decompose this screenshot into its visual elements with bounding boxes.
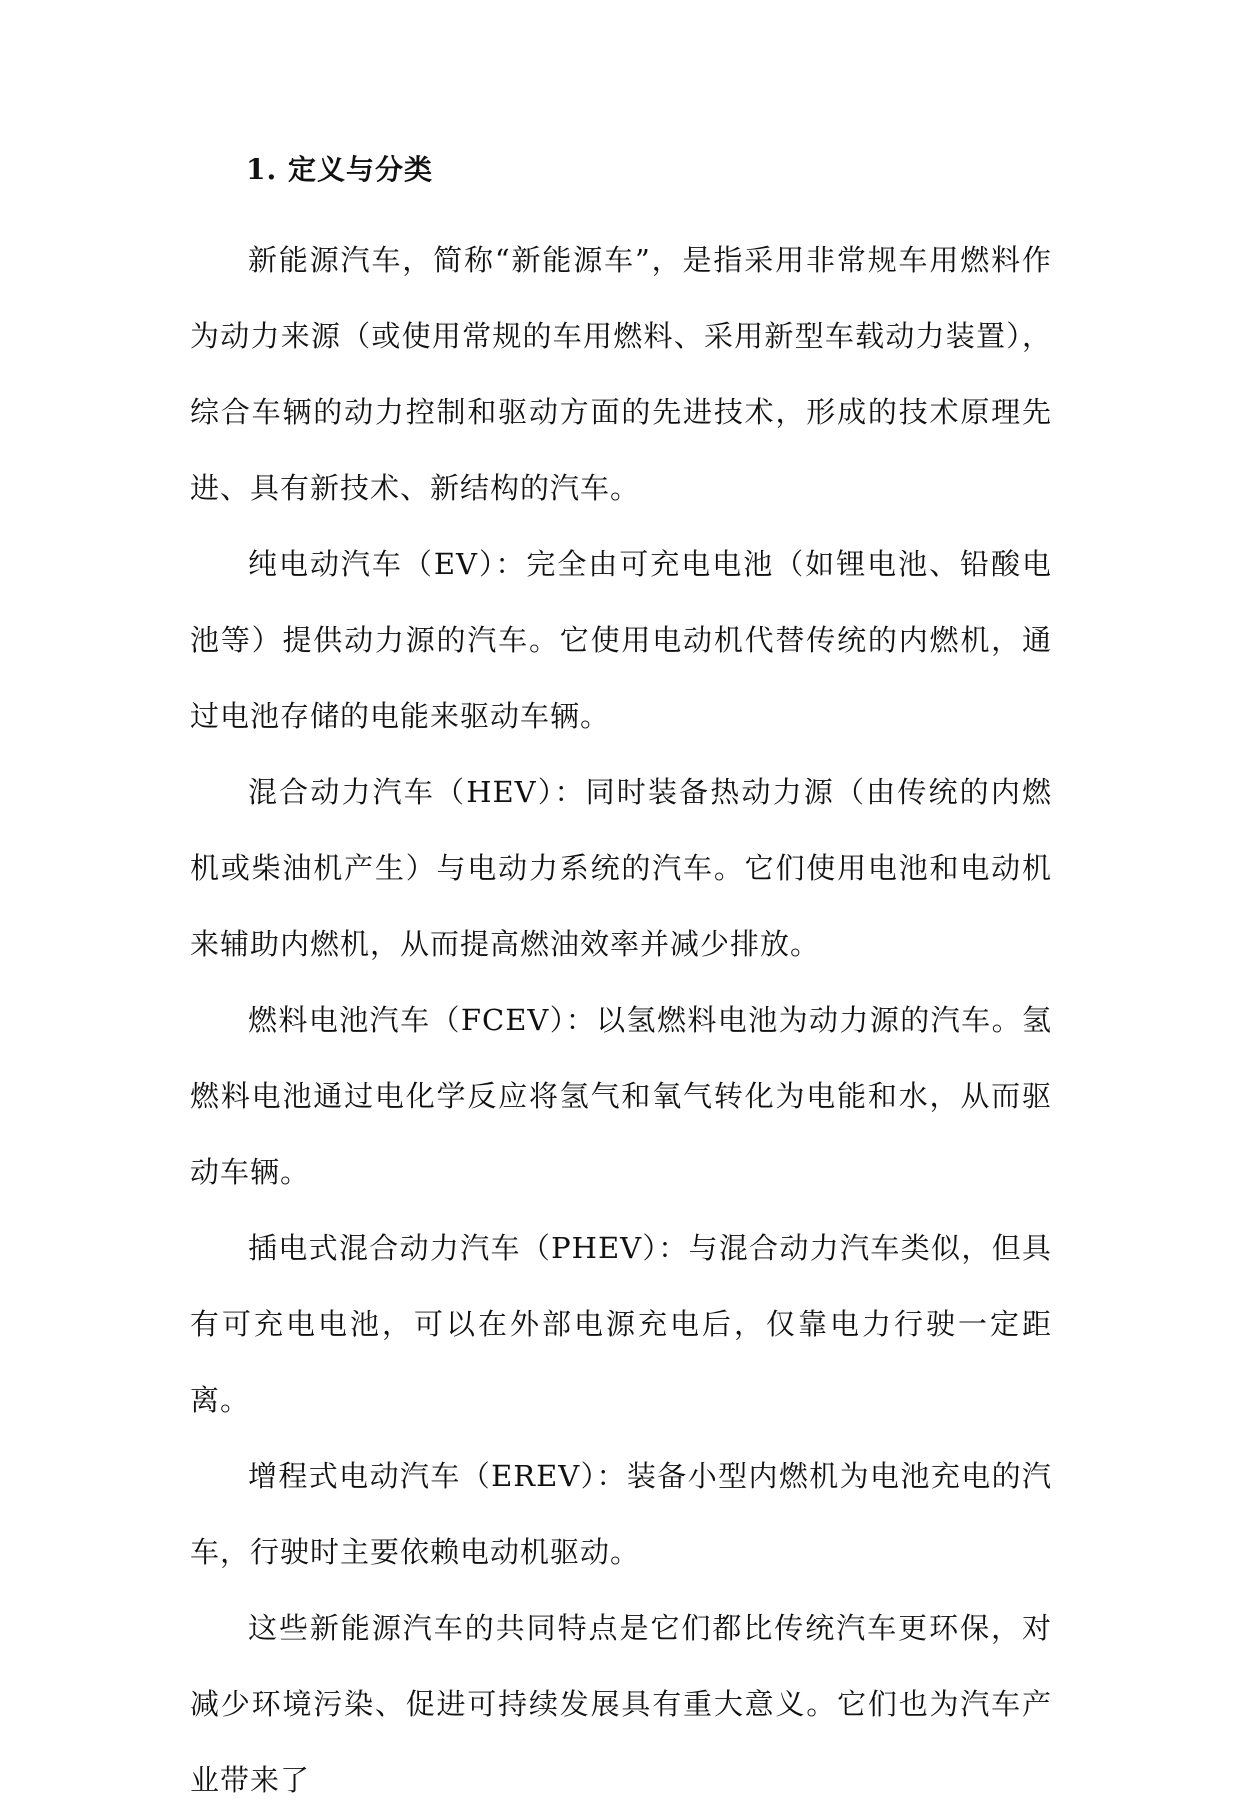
document-body [190,222,1052,1818]
section-heading: 1. 定义与分类 [246,153,433,186]
paragraph-erev: 增程式电动汽车（EREV）：装备小型内燃机为电池充电的汽车，行驶时主要依赖电动机驱动。 [190,1459,1052,1569]
paragraph-fcev: 燃料电池汽车（FCEV）：以氢燃料电池为动力源的汽车。氢燃料电池通过电化学反应将氢气和氧气转化为电能和水，从而驱动车辆。 [190,1003,1052,1189]
paragraph-phev: 插电式混合动力汽车（PHEV）：与混合动力汽车类似，但具有可充电电池，可以在外部电源充电后，仅靠电力行驶一定距离。 [190,1231,1052,1417]
paragraph-ev: 纯电动汽车（EV）：完全由可充电电池（如锂电池、铅酸电池等）提供动力源的汽车。它使用电动机代替传统的内燃机，通过电池存储的电能来驱动车辆。 [190,547,1052,733]
paragraph-summary: 这些新能源汽车的共同特点是它们都比传统汽车更环保，对减少环境污染、促进可持续发展具有重大意义。它们也为汽车产业带来了 [190,1611,1052,1797]
paragraph-definition: 新能源汽车，简称“新能源车”，是指采用非常规车用燃料作为动力来源（或使用常规的车用燃料、采用新型车载动力装置），综合车辆的动力控制和驱动方面的先进技术，形成的技术原理先进、具有新技术、新结构的汽车。 [190,243,1052,505]
paragraph-hev: 混合动力汽车（HEV）：同时装备热动力源（由传统的内燃机或柴油机产生）与电动力系统的汽车。它们使用电池和电动机来辅助内燃机，从而提高燃油效率并减少排放。 [190,775,1052,961]
